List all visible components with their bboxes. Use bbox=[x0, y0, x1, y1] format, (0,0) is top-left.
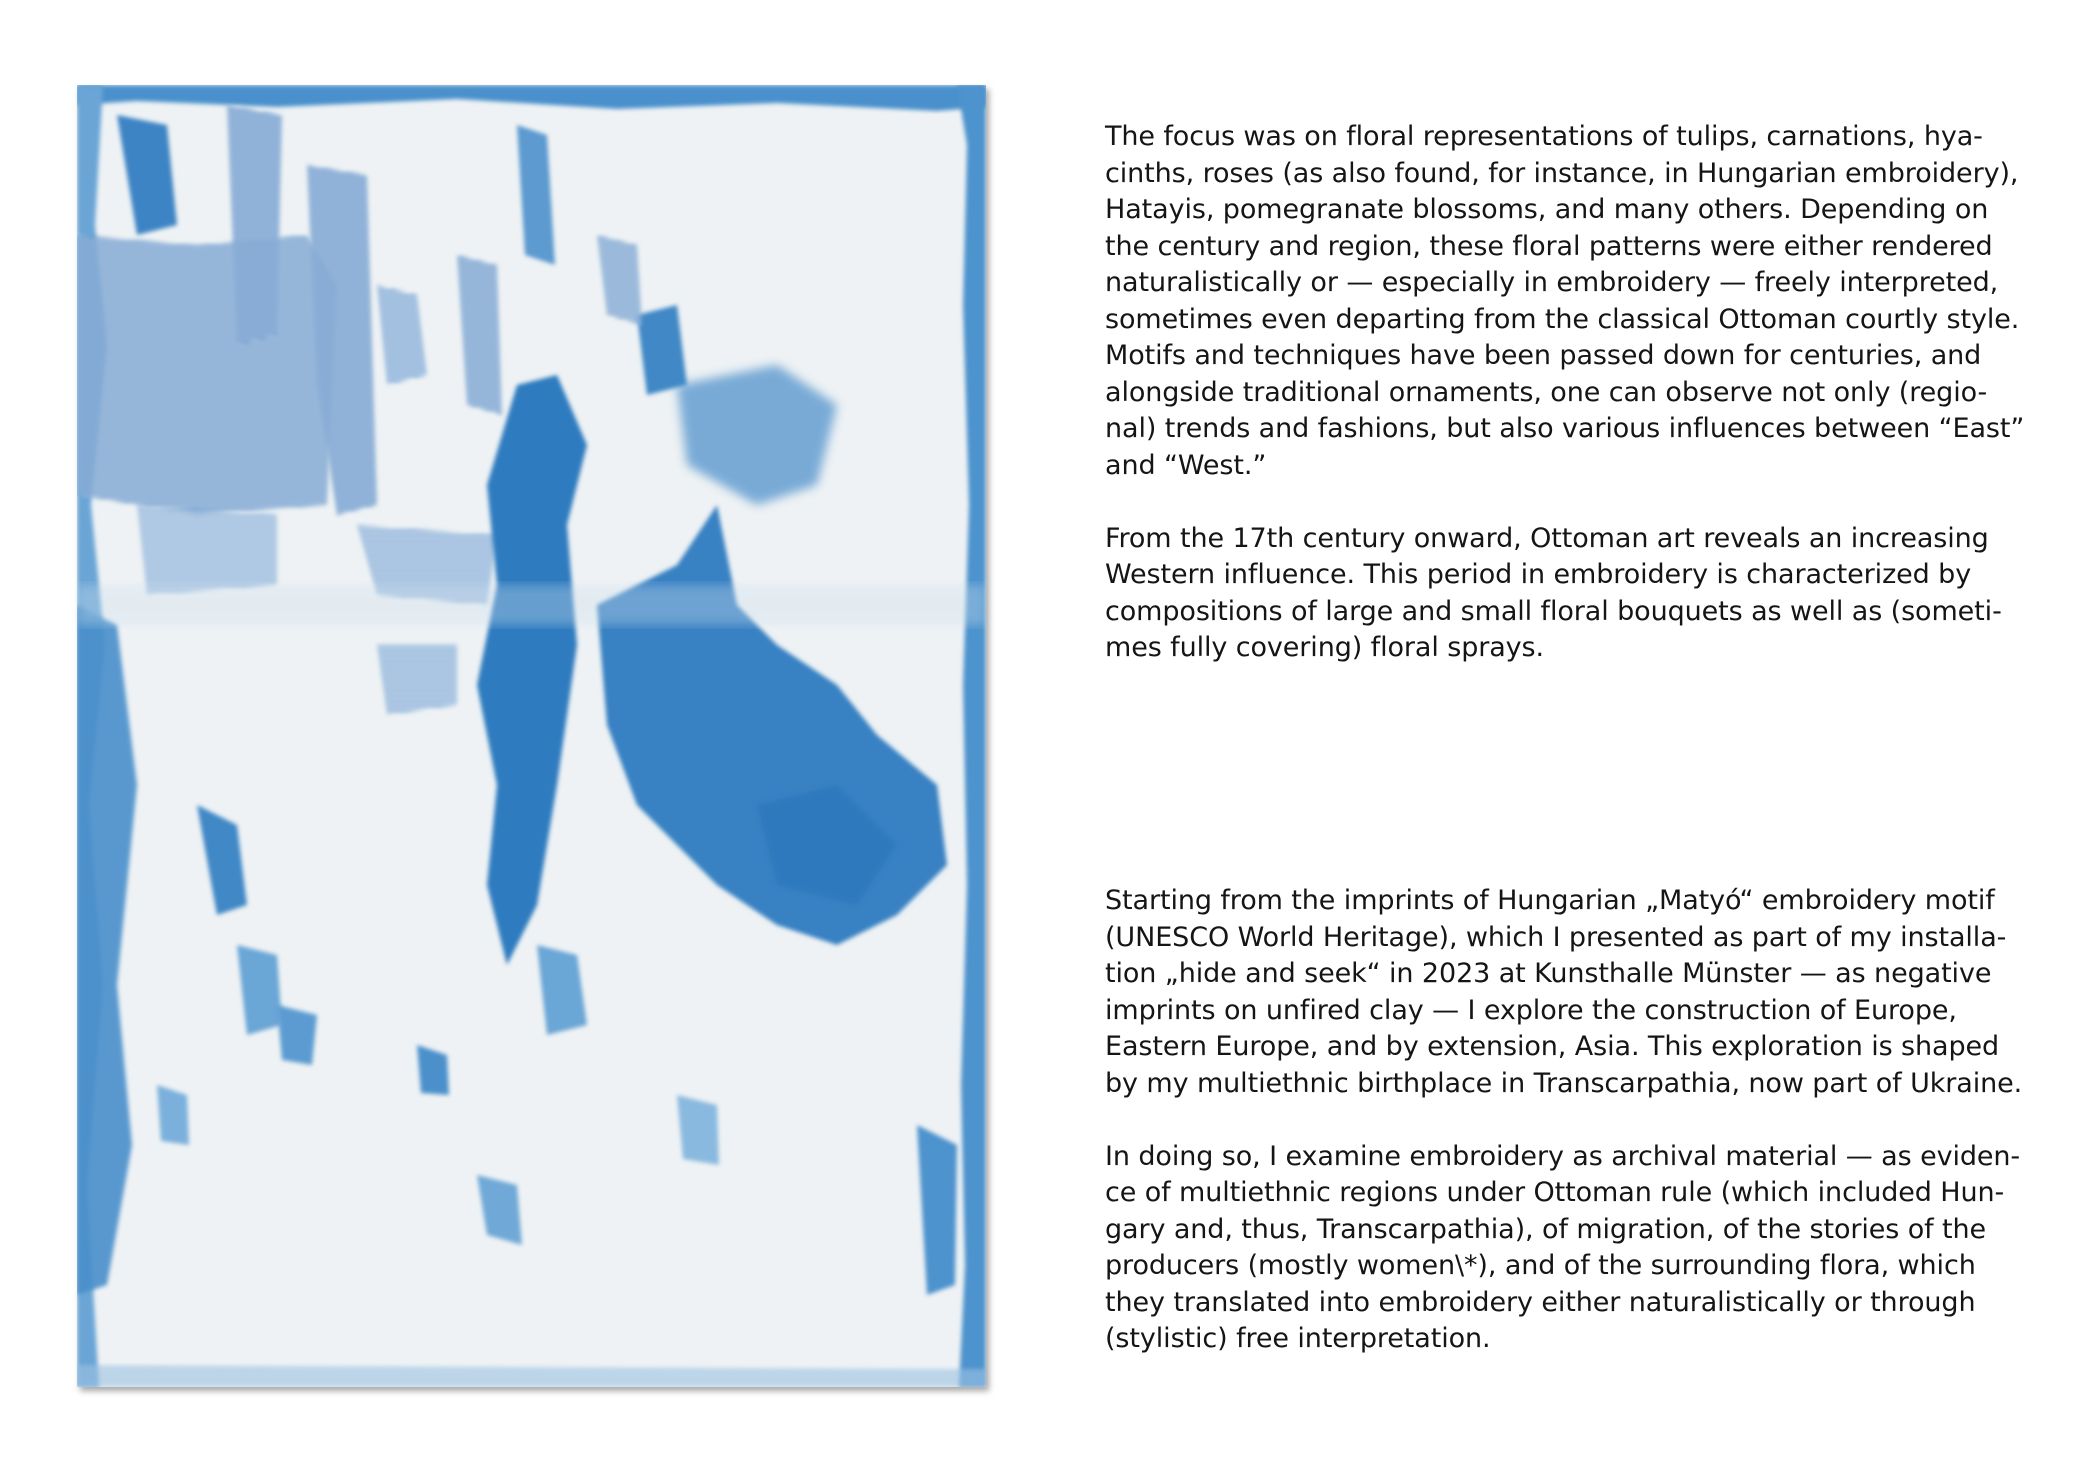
paragraph-western-influence: From the 17th century onward, Ottoman art reveals an increasing Western influence. This period in embroidery is characterized by compositions of large and small floral bouquets as well as (someti- mes fully covering) floral sprays. bbox=[1105, 522, 2002, 663]
paragraph-gap bbox=[1105, 484, 2040, 521]
cyanotype-print-icon bbox=[77, 85, 986, 1387]
paragraph-floral-representations: The focus was on floral representations of tulips, carnations, hya- cinths, roses (as also found, for instance, in Hungarian embroidery), Hatayis, pomegranate blossoms, and many others. Depending on the century and region, these floral patterns were either rendered naturalistically or — especially in embroidery — freely interpreted, sometimes even departing from the classical Ottoman courtly style. Motifs and techniques have been passed down for centuries, and alongside traditional ornaments, one can observe not only (regio- nal) trends and fashions, but also various influences between “East” and “West.” bbox=[1105, 121, 2025, 481]
cyanotype-artwork-image bbox=[77, 85, 986, 1387]
paragraph-gap bbox=[1105, 1102, 2040, 1139]
text-block-top bbox=[1105, 119, 2040, 667]
text-block-bottom bbox=[1105, 883, 2040, 1358]
paragraph-matyo-imprints: Starting from the imprints of Hungarian „Matyó“ embroidery motif (UNESCO World Heritage), which I presented as part of my installa- tion „hide and seek“ in 2023 at Kunsthalle Münster — as negative imprints on unfired clay — I explore the construction of Europe, Eastern Europe, and by extension, Asia. This exploration is shaped by my multiethnic birthplace in Transcarpathia, now part of Ukraine. bbox=[1105, 885, 2023, 1099]
paragraph-archival-material: In doing so, I examine embroidery as archival material — as eviden- ce of multiethnic regions under Ottoman rule (which included Hun- gary and, thus, Transcarpathia), of migration, of the stories of the producers (mostly women\*), and of the surrounding flora, which they translated into embroidery either naturalistically or through (stylistic) free interpretation. bbox=[1105, 1140, 2021, 1354]
